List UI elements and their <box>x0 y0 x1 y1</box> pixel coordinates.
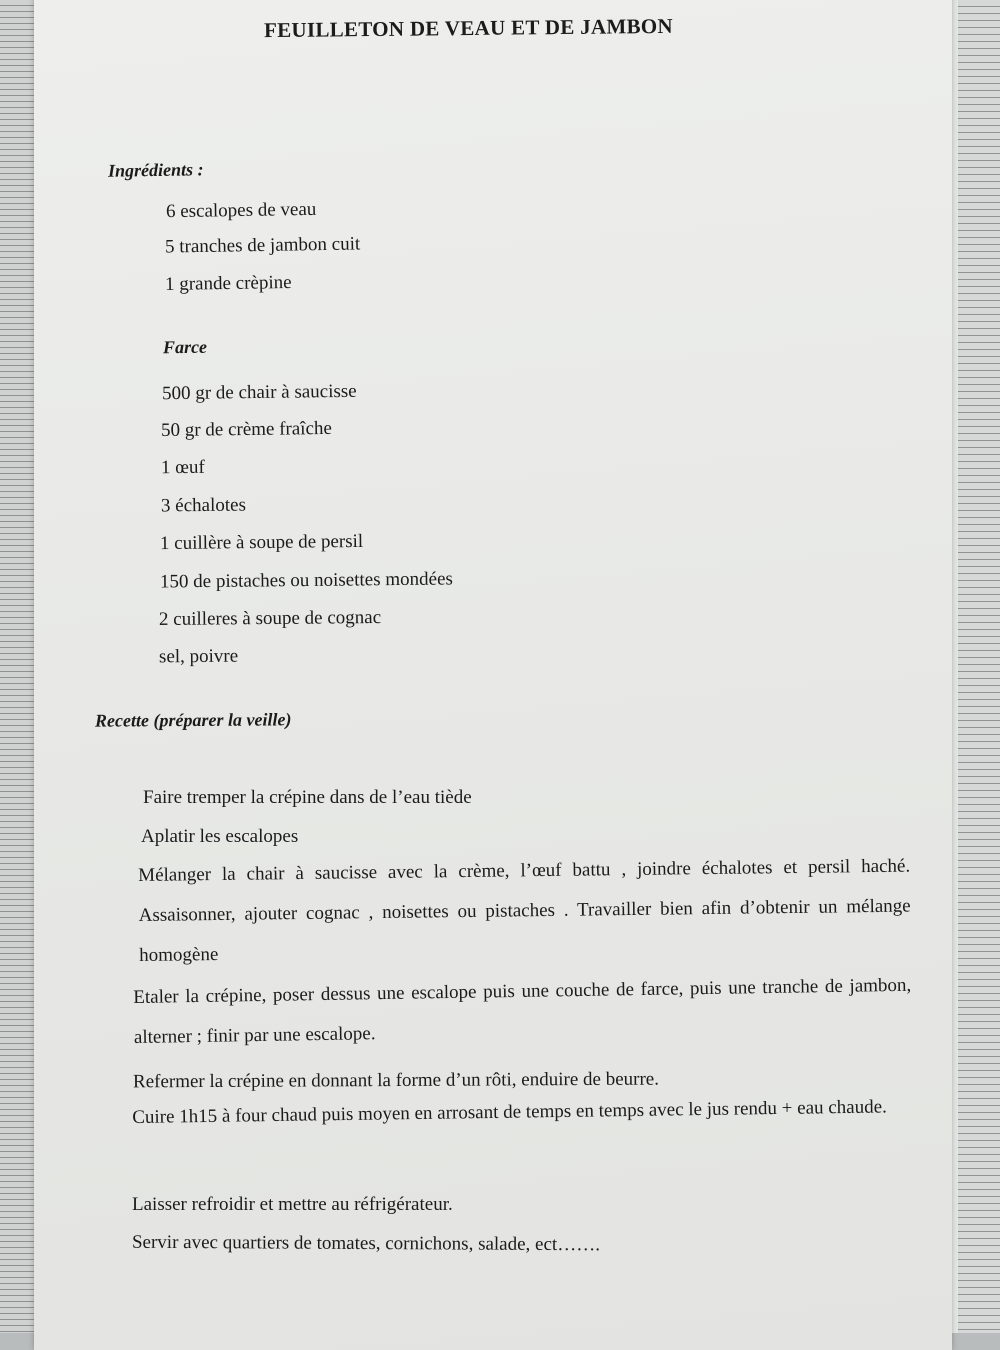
recipe-step: Servir avec quartiers de tomates, cornichons, salade, ect……. <box>131 1231 601 1256</box>
ingredient-item: 5 tranches de jambon cuit <box>164 233 361 258</box>
ingredient-item: 6 escalopes de veau <box>165 198 317 223</box>
ingredient-item: 1 grande crèpine <box>164 272 292 295</box>
recette-heading: Recette (préparer la veille) <box>94 709 292 731</box>
recipe-step: Mélanger la chair à saucisse avec la crème, l’œuf battu , joindre échalotes et persil haché. Assaisonner, ajouter cognac , noisettes ou pistaches . Travailler bien afin d’obtenir un mélange homogène <box>138 855 911 966</box>
farce-item: sel, poivre <box>158 645 239 668</box>
farce-item: 50 gr de crème fraîche <box>160 417 333 442</box>
recipe-step: Refermer la crépine en donnant la forme d’un rôti, enduire de beurre. <box>132 1068 660 1093</box>
recipe-step: Aplatir les escalopes <box>141 826 299 847</box>
farce-heading: Farce <box>162 336 208 358</box>
farce-item: 1 œuf <box>160 456 205 479</box>
page-title: FEUILLETON DE VEAU ET DE JAMBON <box>263 13 674 43</box>
farce-item: 2 cuilleres à soupe de cognac <box>158 607 382 630</box>
ingredients-heading: Ingrédients : <box>107 159 204 181</box>
recipe-step: Etaler la crépine, poser dessus une escalope puis une couche de farce, puis une tranche de jambon, alterner ; finir par une escalope. <box>133 974 912 1048</box>
farce-item: 500 gr de chair à saucisse <box>161 380 357 405</box>
farce-item: 1 cuillère à soupe de persil <box>159 530 364 555</box>
recipe-step: Laisser refroidir et mettre au réfrigérateur. <box>132 1194 453 1215</box>
recipe-step: Cuire 1h15 à four chaud puis moyen en arrosant de temps en temps avec le jus rendu + eau chaude. <box>132 1096 887 1128</box>
farce-item: 3 échalotes <box>160 494 247 517</box>
recipe-page <box>34 0 952 1350</box>
farce-item: 150 de pistaches ou noisettes mondées <box>159 568 453 593</box>
paper-stack-right <box>944 0 1000 1333</box>
recipe-step: Faire tremper la crépine dans de l’eau tiède <box>143 787 472 808</box>
